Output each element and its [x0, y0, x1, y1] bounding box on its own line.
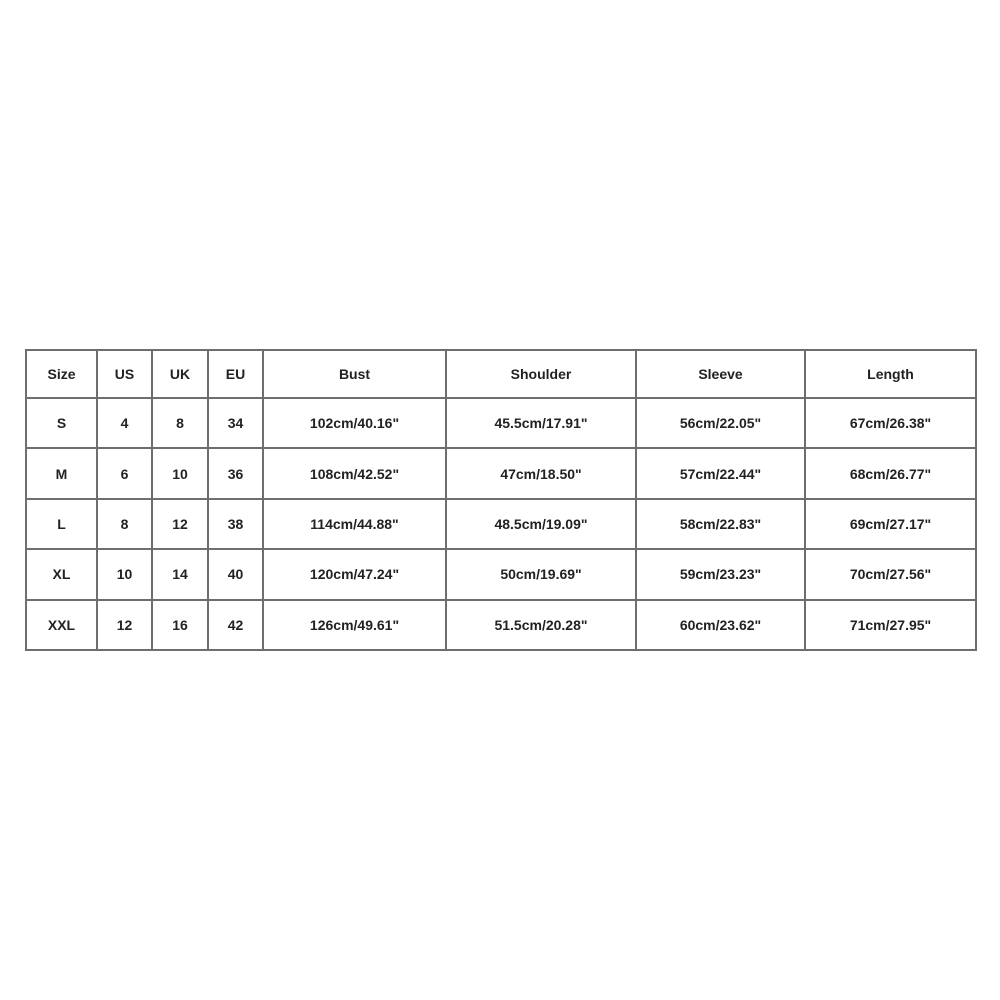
cell-size: XL [26, 549, 97, 599]
size-chart-table [25, 349, 977, 651]
header-size: Size [26, 350, 97, 398]
cell-size: L [26, 499, 97, 549]
cell-length: 67cm/26.38" [805, 398, 976, 448]
header-uk: UK [152, 350, 208, 398]
cell-bust: 108cm/42.52" [263, 448, 446, 498]
cell-eu: 36 [208, 448, 263, 498]
header-shoulder: Shoulder [446, 350, 636, 398]
cell-length: 70cm/27.56" [805, 549, 976, 599]
header-us: US [97, 350, 152, 398]
cell-shoulder: 47cm/18.50" [446, 448, 636, 498]
cell-length: 68cm/26.77" [805, 448, 976, 498]
cell-uk: 16 [152, 600, 208, 650]
table-row [26, 398, 976, 448]
cell-uk: 10 [152, 448, 208, 498]
cell-size: M [26, 448, 97, 498]
cell-sleeve: 59cm/23.23" [636, 549, 805, 599]
cell-size: S [26, 398, 97, 448]
cell-eu: 34 [208, 398, 263, 448]
cell-shoulder: 48.5cm/19.09" [446, 499, 636, 549]
cell-bust: 102cm/40.16" [263, 398, 446, 448]
cell-sleeve: 57cm/22.44" [636, 448, 805, 498]
table-row [26, 499, 976, 549]
cell-sleeve: 56cm/22.05" [636, 398, 805, 448]
cell-bust: 126cm/49.61" [263, 600, 446, 650]
cell-length: 69cm/27.17" [805, 499, 976, 549]
table-row [26, 448, 976, 498]
cell-us: 6 [97, 448, 152, 498]
cell-bust: 120cm/47.24" [263, 549, 446, 599]
cell-eu: 38 [208, 499, 263, 549]
cell-sleeve: 60cm/23.62" [636, 600, 805, 650]
cell-us: 4 [97, 398, 152, 448]
header-bust: Bust [263, 350, 446, 398]
cell-us: 8 [97, 499, 152, 549]
header-sleeve: Sleeve [636, 350, 805, 398]
cell-eu: 42 [208, 600, 263, 650]
header-row [26, 350, 976, 398]
cell-length: 71cm/27.95" [805, 600, 976, 650]
table-row [26, 600, 976, 650]
header-eu: EU [208, 350, 263, 398]
cell-us: 10 [97, 549, 152, 599]
cell-sleeve: 58cm/22.83" [636, 499, 805, 549]
header-length: Length [805, 350, 976, 398]
cell-bust: 114cm/44.88" [263, 499, 446, 549]
cell-shoulder: 45.5cm/17.91" [446, 398, 636, 448]
cell-shoulder: 50cm/19.69" [446, 549, 636, 599]
cell-us: 12 [97, 600, 152, 650]
cell-uk: 8 [152, 398, 208, 448]
table-row [26, 549, 976, 599]
cell-eu: 40 [208, 549, 263, 599]
cell-uk: 12 [152, 499, 208, 549]
cell-size: XXL [26, 600, 97, 650]
cell-uk: 14 [152, 549, 208, 599]
cell-shoulder: 51.5cm/20.28" [446, 600, 636, 650]
